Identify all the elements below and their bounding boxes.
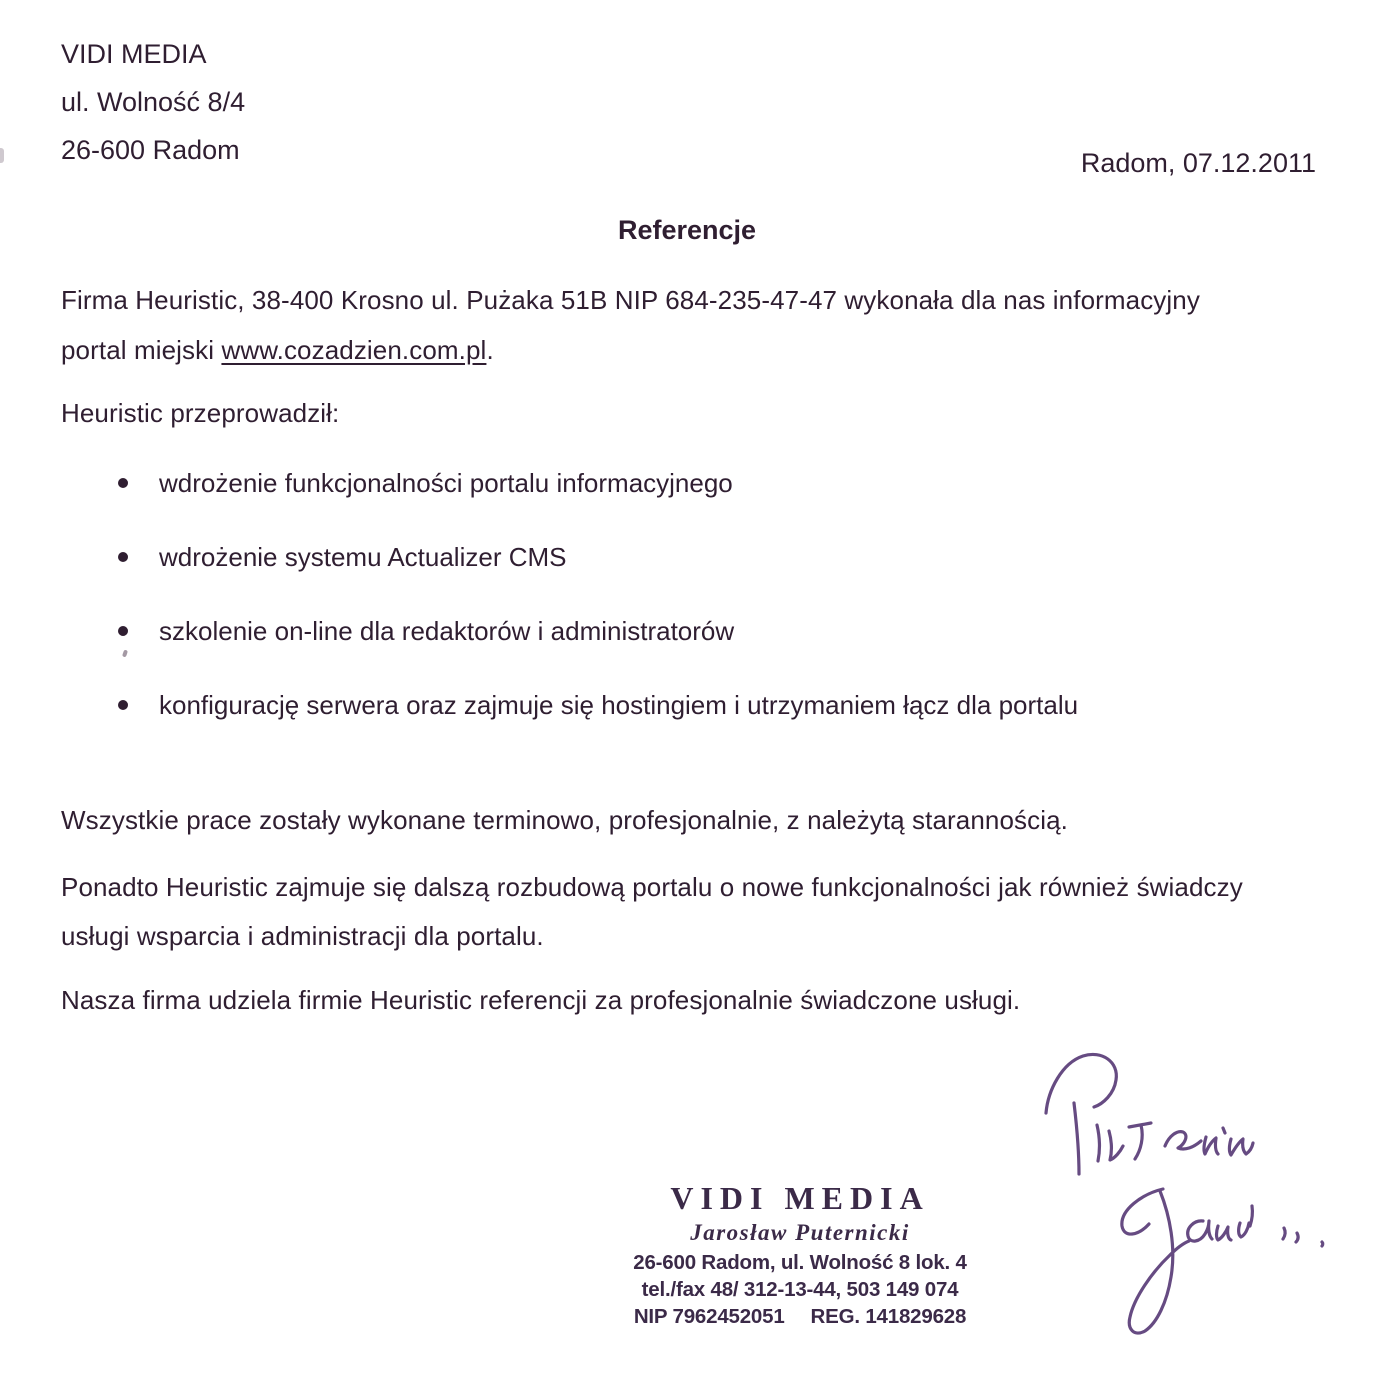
- intro-line-2-prefix: portal miejski: [61, 335, 222, 365]
- paragraph-recommendation: Nasza firma udziela firmie Heuristic referencji za profesjonalnie świadczone usługi.: [61, 985, 1021, 1015]
- scan-edge-artifact: [0, 148, 4, 163]
- list-item-label: konfigurację serwera oraz zajmuje się hostingiem i utrzymaniem łącz dla portalu: [159, 689, 1079, 720]
- bullet-icon: [118, 552, 128, 562]
- signature-stroke: [1217, 1226, 1232, 1240]
- signature-stroke: [1074, 1103, 1079, 1174]
- stamp-company-name: VIDI MEDIA: [670, 1180, 930, 1216]
- document-title: Referencje: [617, 215, 757, 245]
- paragraph-maintenance-line-1: Ponadto Heuristic zajmuje się dalszą rozbudową portalu o nowe funkcjonalności jak również świadczy: [61, 872, 1243, 902]
- bullet-icon: [118, 626, 128, 636]
- signature-stroke: [1239, 1206, 1253, 1237]
- handwritten-signature: [1020, 1040, 1365, 1390]
- stamp-reg: REG. 141829628: [810, 1305, 967, 1328]
- bullet-icon: [118, 478, 128, 488]
- signature-stroke: [1122, 1189, 1189, 1333]
- services-list: [118, 458, 1078, 754]
- signature-stroke: [1283, 1228, 1323, 1246]
- list-item-label: wdrożenie funkcjonalności portalu informacyjnego: [159, 467, 733, 498]
- list-item: [118, 458, 1078, 508]
- signature-stroke: [1165, 1128, 1253, 1155]
- intro-line-2-suffix: .: [486, 335, 494, 365]
- company-stamp: [600, 1179, 1000, 1330]
- paragraph-maintenance: [61, 863, 1341, 961]
- signature-stroke: [1097, 1125, 1099, 1161]
- list-lead: Heuristic przeprowadził:: [61, 398, 340, 428]
- signature-stroke: [1109, 1123, 1151, 1160]
- sender-block: [61, 30, 245, 174]
- signature-stroke: [1188, 1221, 1212, 1241]
- stamp-address: 26-600 Radom, ul. Wolność 8 lok. 4: [633, 1251, 967, 1274]
- paragraph-quality: Wszystkie prace zostały wykonane terminowo, profesjonalnie, z należytą starannością.: [61, 805, 1068, 835]
- sender-name: VIDI MEDIA: [61, 39, 207, 69]
- sender-street: ul. Wolność 8/4: [61, 87, 246, 117]
- intro-line-1: Firma Heuristic, 38-400 Krosno ul. Pużaka 51B NIP 684-235-47-47 wykonała dla nas informacyjny: [61, 285, 1200, 315]
- portal-url-link[interactable]: www.cozadzien.com.pl: [221, 335, 487, 365]
- list-item-label: wdrożenie systemu Actualizer CMS: [159, 541, 567, 572]
- stamp-nip: NIP 7962452051: [633, 1305, 785, 1328]
- stamp-person-name: Jarosław Puternicki: [690, 1220, 910, 1245]
- list-item: [118, 680, 1078, 730]
- list-item: [118, 532, 1078, 582]
- signature-stroke: [1046, 1054, 1116, 1113]
- intro-line-2: [61, 325, 1331, 375]
- stamp-registration: [600, 1303, 1000, 1330]
- dateline: Radom, 07.12.2011: [1080, 148, 1316, 178]
- stamp-phone: tel./fax 48/ 312-13-44, 503 149 074: [641, 1278, 959, 1301]
- list-item-label: szkolenie on-line dla redaktorów i administratorów: [159, 615, 735, 646]
- bullet-icon: [118, 700, 128, 710]
- intro-paragraph: [61, 275, 1331, 375]
- sender-city: 26-600 Radom: [61, 135, 240, 165]
- paragraph-maintenance-line-2: usługi wsparcia i administracji dla portalu.: [61, 921, 544, 951]
- list-item: [118, 606, 1078, 656]
